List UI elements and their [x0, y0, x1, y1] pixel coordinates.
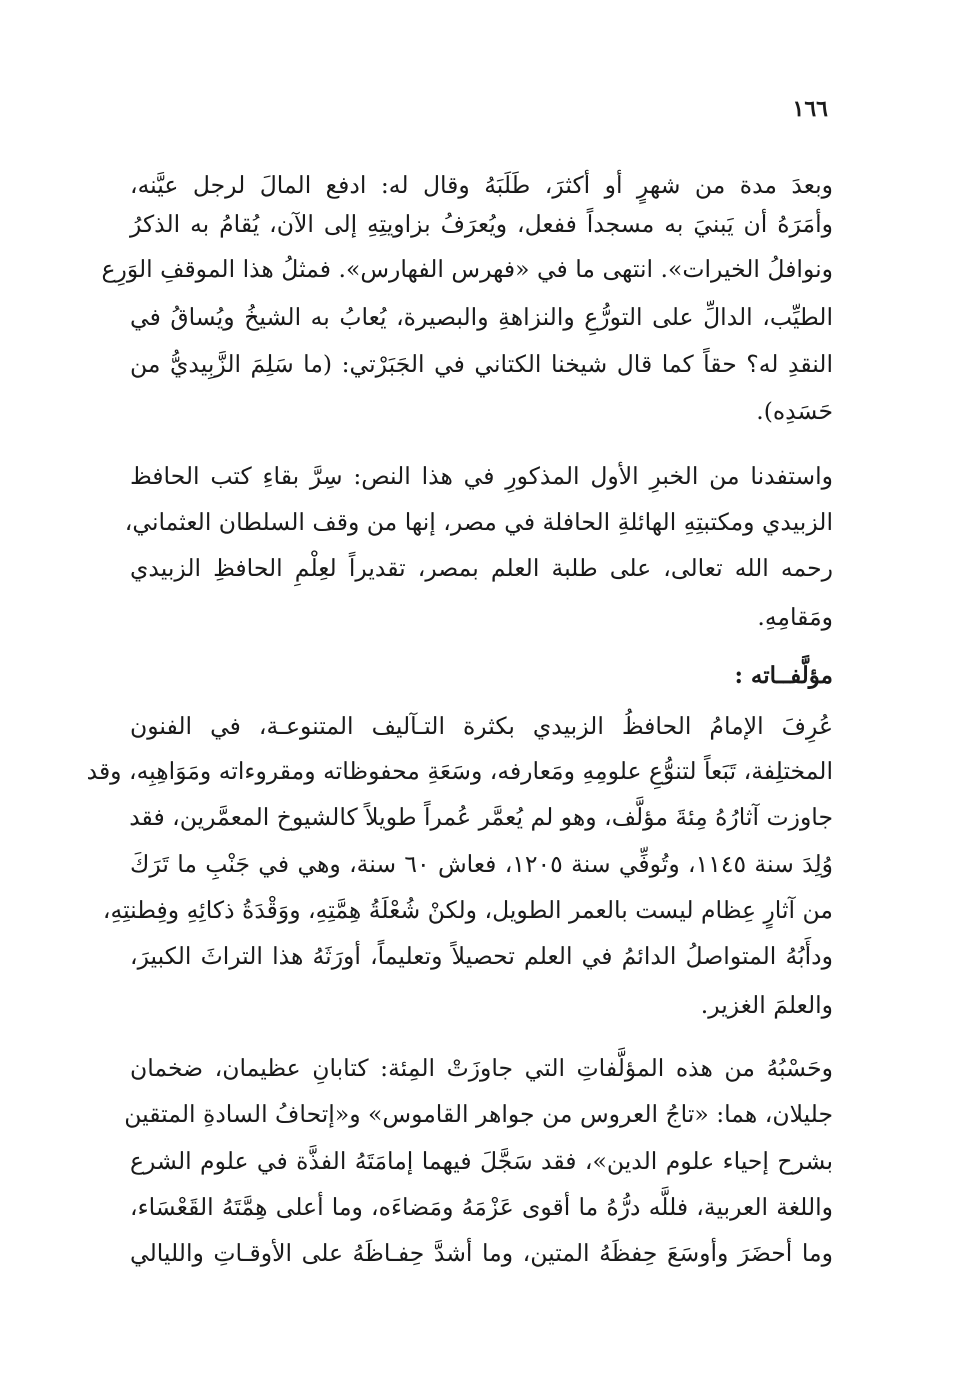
paragraph-3-line-4: وُلِدَ سنة ١١٤٥، وتُوفِّي سنة ١٢٠٥، فعاش ٦٠ سنة، وهي في جَنْبِ ما تَرَكَ [130, 850, 833, 878]
paragraph-4-line-5: وما أحضَرَ وأوسَعَ حِفظَهُ المتين، وما أشدَّ حِفـاظَهُ على الأوقـاتِ والليالي [130, 1239, 833, 1267]
paragraph-3-line-6: ودأَبُهُ المتواصلُ الدائمُ في العلم تحصيلاً وتعليماً، أورَثَهُ هذا التراثَ الكبيرَ، [130, 942, 833, 970]
paragraph-1-line-4: الطيِّب، الدالِّ على التورُّعِ والنزاهةِ والبصيرة، يُعابُ به الشيخُ ويُساقُ في [130, 303, 833, 331]
paragraph-1-line-3: ونوافلُ الخيرات». انتهى ما في «فهرس الفهارس». فمثلُ هذا الموقفِ الوَرِع [101, 255, 833, 283]
paragraph-3-line-1: عُرِفَ الإمامُ الحافظُ الزبيدي بكثرة التـآليف المتنوعـة، في الفنون [130, 712, 833, 740]
paragraph-4-line-4: واللغة العربية، فللَّه درُّهُ ما أقوى عَزْمَهُ ومَضاءَه، وما أعلى هِمَّتَهُ القَعْسَاء، [130, 1193, 833, 1221]
paragraph-4-line-2: جليلان، هما: «تاجُ العروس من جواهر القاموس» و«إتحافُ السادةِ المتقين [124, 1100, 833, 1128]
paragraph-1-line-5: النقدِ له؟ حقاً كما قال شيخنا الكتاني في الجَبَرْتي: (ما سَلِمَ الزَّبِيديُّ من [130, 350, 833, 378]
paragraph-4-line-1: وحَسْبُهُ من هذه المؤلَّفاتِ التي جاوزَتْ المِئة: كتابانِ عظيمان، ضخمان [130, 1054, 833, 1082]
paragraph-3-line-5: من آثارٍ عِظام ليست بالعمر الطويل، ولكنْ شُعْلَةُ هِمَّتِهِ، ووَقْدَةُ ذكائِهِ وفِطنتِهِ، [102, 896, 833, 924]
paragraph-3-line-7: والعلمَ الغزير. [700, 991, 833, 1019]
paragraph-3-line-2: المختلِفة، تَبَعاً لتنوُّعِ علومِهِ ومَعارفه، وسَعَةِ محفوظاته ومقروءاته ومَوَاهِبِه، وقد [86, 757, 833, 785]
paragraph-1-line-1: وبعدَ مدة من شهرٍ أو أكثرَ، طَلَبَهُ وقال له: ادفع المالَ لرجل عيَّنه، [130, 171, 833, 199]
paragraph-1-line-2: وأمَرَهُ أن يَبنيَ به مسجداً ففعل، ويُعرَفُ بزاويتِهِ إلى الآن، يُقامُ به الذكرُ [130, 210, 833, 238]
paragraph-2-line-4: ومَقامِهِ. [757, 603, 833, 631]
paragraph-2-line-1: واستفدنا من الخبرِ الأول المذكورِ في هذا النص: سِرَّ بقاءِ كتب الحافظ [130, 462, 833, 490]
section-heading: مؤلَّفــاته : [734, 662, 833, 689]
page-number: ١٦٦ [792, 96, 828, 122]
paragraph-4-line-3: بشرح إحياء علوم الدين»، فقد سَجَّلَ فيهما إمامَتَهُ الفذَّة في علوم الشرع [130, 1147, 833, 1175]
paragraph-2-line-2: الزبيدي ومكتبتِهِ الهائلةِ الحافلة في مصر، إنها من وقف السلطان العثماني، [124, 508, 833, 536]
paragraph-1-line-6: حَسَدِه). [756, 397, 833, 425]
paragraph-2-line-3: رحمه الله تعالى، على طلبة العلم بمصر، تقديراً لعِلْمِ الحافظِ الزبيدي [130, 554, 833, 582]
paragraph-3-line-3: جاوزت آثارُهُ مِئةَ مؤلَّف، وهو لم يُعمَّر عُمراً طويلاً كالشيوخ المعمَّرين، فقد [129, 803, 833, 831]
